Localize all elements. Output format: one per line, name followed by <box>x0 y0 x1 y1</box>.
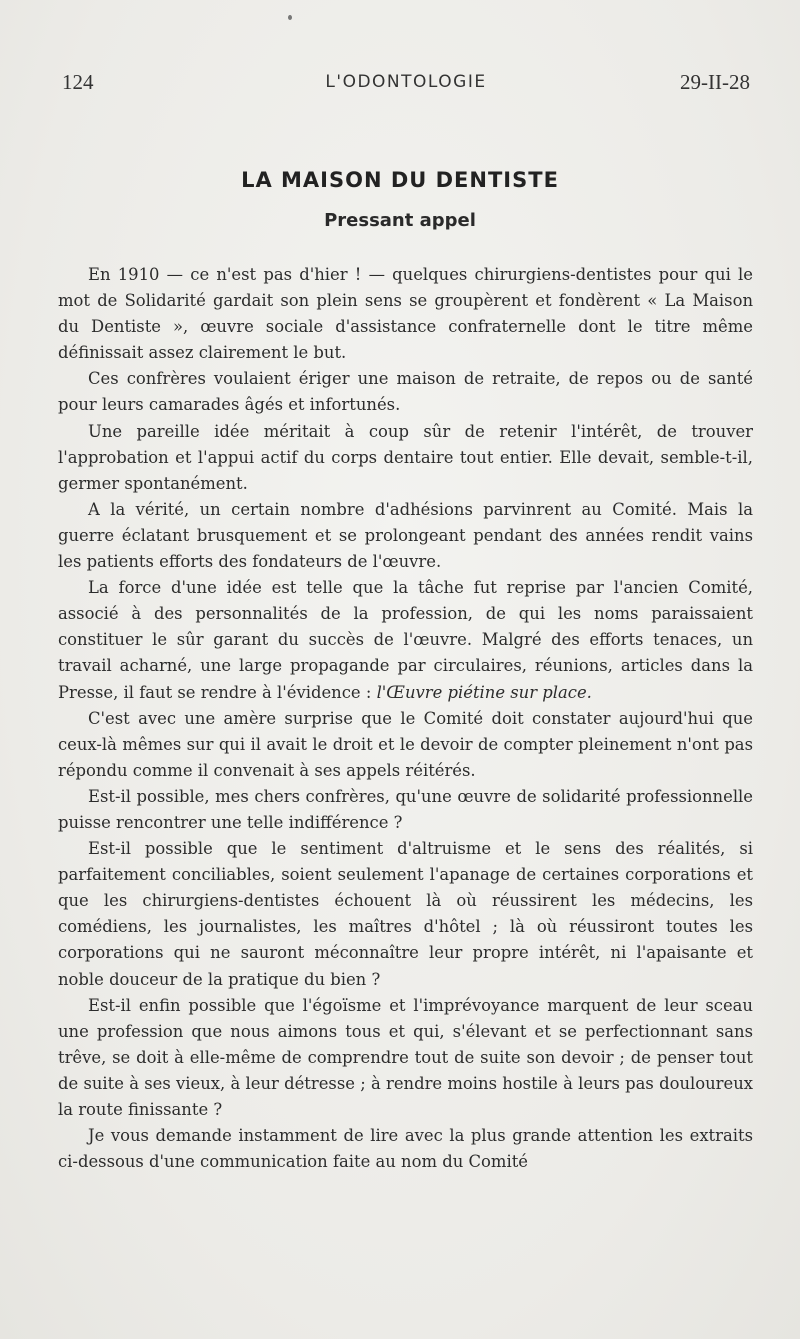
paragraph-6: C'est avec une amère surprise que le Comité doit constater aujourd'hui que ceux-là mêmes sur qui il avait le droit et le devoir de compter pleinement n'ont pas répondu comme il convenait à ses appels réitérés. <box>58 708 753 780</box>
issue-date: 29-II-28 <box>680 70 750 94</box>
running-header <box>62 70 750 100</box>
paragraph-3: Une pareille idée méritait à coup sûr de retenir l'intérêt, de trouver l'approbation et l'appui actif du corps dentaire tout entier. Elle devait, semble-t-il, germer spontanément. <box>58 421 753 493</box>
article-title: LA MAISON DU DENTISTE <box>241 168 559 192</box>
journal-title: L'ODONTOLOGIE <box>325 72 487 92</box>
article-body <box>58 262 753 1175</box>
paragraph-8: Est-il possible que le sentiment d'altruisme et le sens des réalités, si parfaitement conciliables, soient seulement l'apanage de certaines corporations et que les chirurgiens-dentistes échouent là où réussirent les médecins, les comédiens, les journalistes, les maîtres d'hôtel ; là où réussiront toutes les corporations qui ne sauront méconnaître leur propre intérêt, ni l'apaisante et noble douceur de la pratique du bien ? <box>58 839 753 989</box>
paragraph-1: En 1910 — ce n'est pas d'hier ! — quelques chirurgiens-dentistes pour qui le mot de Solidarité gardait son plein sens se groupèrent et fondèrent « La Maison du Dentiste », œuvre sociale d'assistance confraternelle dont le titre même définissait assez clairement le but. <box>58 265 753 363</box>
paragraph-5 <box>58 575 753 705</box>
emphasis-text: l'Œuvre piétine sur place. <box>376 682 592 702</box>
paragraph-4: A la vérité, un certain nombre d'adhésions parvinrent au Comité. Mais la guerre éclatant brusquement et se prolongeant pendant des années rendit vains les patients efforts des fondateurs de l'œuvre. <box>58 499 753 572</box>
ink-speck <box>288 15 292 20</box>
paragraph-2: Ces confrères voulaient ériger une maison de retraite, de repos ou de santé pour leurs camarades âgés et infortunés. <box>58 369 753 415</box>
paragraph-9: Est-il enfin possible que l'égoïsme et l'imprévoyance marquent de leur sceau une profession que nous aimons tous et qui, s'élevant et se perfectionnant sans trêve, se doit à elle-même de comprendre tout de suite son devoir ; de penser tout de suite à ses vieux, à leur détresse ; à rendre moins hostile à leurs pas douloureux la route finissante ? <box>58 995 753 1119</box>
article-subtitle: Pressant appel <box>324 210 476 231</box>
page-number: 124 <box>62 70 94 94</box>
paragraph-5-text: La force d'une idée est telle que la tâche fut reprise par l'ancien Comité, associé à des personnalités de la profession, de qui les noms paraissaient constituer le sûr garant du succès de l'œuvre. Malgré des efforts tenaces, un travail acharné, une large propagande par circulaires, réunions, articles dans la Presse, il faut se rendre à l'évidence : <box>58 578 753 702</box>
paragraph-10: Je vous demande instamment de lire avec la plus grande attention les extraits ci-dessous d'une communication faite au nom du Comité <box>58 1126 753 1172</box>
paragraph-7: Est-il possible, mes chers confrères, qu'une œuvre de solidarité professionnelle puisse rencontrer une telle indifférence ? <box>58 786 753 832</box>
